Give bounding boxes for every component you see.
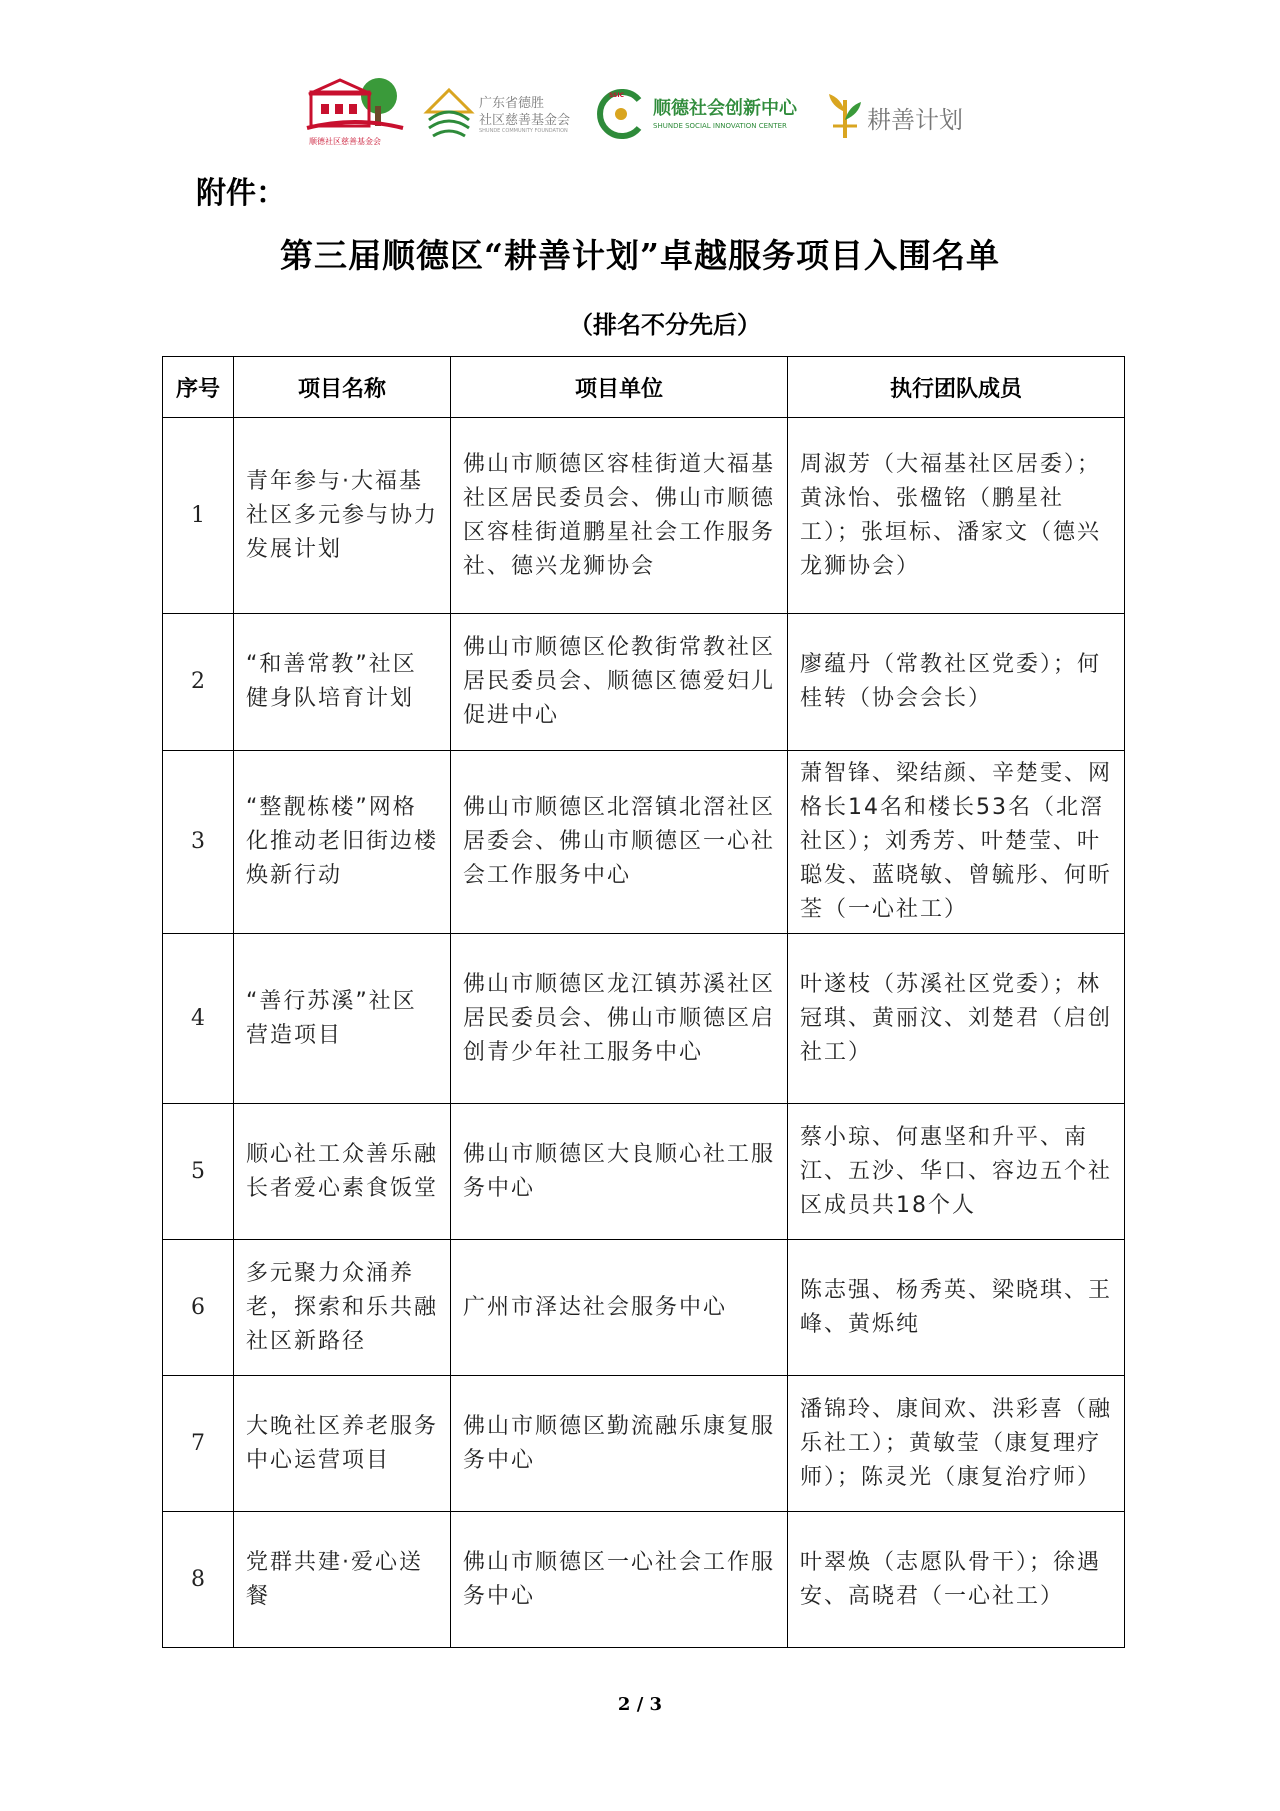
shunde-charity-logo — [305, 76, 405, 156]
gengshan-plan-logo — [825, 76, 985, 156]
table-header-row — [163, 357, 1125, 418]
row-number: 3 — [163, 751, 234, 934]
team-members: 蔡小琼、何惠坚和升平、南江、五沙、华口、容边五个社区成员共18个人 — [788, 1104, 1125, 1240]
project-name: “善行苏溪”社区营造项目 — [234, 934, 451, 1104]
row-number: 5 — [163, 1104, 234, 1240]
logo-badge: SSIC — [609, 92, 625, 99]
project-name: 大晚社区养老服务中心运营项目 — [234, 1376, 451, 1512]
innovation-center-logo — [595, 76, 815, 156]
project-organization: 佛山市顺德区一心社会工作服务中心 — [451, 1512, 788, 1648]
project-name: 顺心社工众善乐融长者爱心素食饭堂 — [234, 1104, 451, 1240]
logo-text: 耕善计划 — [867, 106, 963, 134]
logo-line2: SHUNDE SOCIAL INNOVATION CENTER — [653, 122, 787, 130]
team-members: 陈志强、杨秀英、梁晓琪、王峰、黄烁纯 — [788, 1240, 1125, 1376]
row-number: 4 — [163, 934, 234, 1104]
team-members: 廖蕴丹（常教社区党委）；何桂转（协会会长） — [788, 614, 1125, 751]
project-organization: 佛山市顺德区龙江镇苏溪社区居民委员会、佛山市顺德区启创青少年社工服务中心 — [451, 934, 788, 1104]
logo-bar — [305, 76, 985, 156]
table-row — [163, 751, 1125, 934]
logo-line1: 顺德社会创新中心 — [653, 98, 797, 119]
logo-text: 顺德社区慈善基金会 — [309, 137, 381, 146]
project-name: “和善常教”社区健身队培育计划 — [234, 614, 451, 751]
table-row — [163, 1104, 1125, 1240]
sprout-icon — [825, 90, 865, 140]
team-members: 叶遂枝（苏溪社区党委）；林冠琪、黄丽汶、刘楚君（启创社工） — [788, 934, 1125, 1104]
table-row — [163, 614, 1125, 751]
attachment-label: 附件： — [196, 176, 286, 211]
row-number: 1 — [163, 418, 234, 614]
project-organization: 广州市泽达社会服务中心 — [451, 1240, 788, 1376]
page-title: 第三届顺德区“耕善计划”卓越服务项目入围名单 — [280, 236, 1000, 275]
team-members: 萧智锋、梁结颜、辛楚雯、网格长14名和楼长53名（北滘社区）；刘秀芳、叶楚莹、叶聪发、蓝晓敏、曾毓彤、何昕荃（一心社工） — [788, 751, 1125, 934]
header-cell-organization: 项目单位 — [451, 357, 788, 418]
page-number: 2 / 3 — [617, 1694, 663, 1715]
project-name: 党群共建·爱心送餐 — [234, 1512, 451, 1648]
project-organization: 佛山市顺德区伦教街常教社区居民委员会、顺德区德爱妇儿促进中心 — [451, 614, 788, 751]
project-organization: 佛山市顺德区勤流融乐康复服务中心 — [451, 1376, 788, 1512]
project-organization: 佛山市顺德区北滘镇北滘社区居委会、佛山市顺德区一心社会工作服务中心 — [451, 751, 788, 934]
team-members: 周淑芳（大福基社区居委）；黄泳怡、张楹铭（鹏星社工）；张垣标、潘家文（德兴龙狮协会） — [788, 418, 1125, 614]
logo-line2: 社区慈善基金会 — [479, 113, 571, 128]
project-name: 多元聚力众涌养老，探索和乐共融社区新路径 — [234, 1240, 451, 1376]
shortlist-table — [162, 356, 1125, 1648]
logo-line1: 广东省德胜 — [479, 96, 545, 111]
table-row — [163, 1512, 1125, 1648]
header-cell-project-name: 项目名称 — [234, 357, 451, 418]
project-name: “整靓栋楼”网格化推动老旧街边楼焕新行动 — [234, 751, 451, 934]
team-members: 潘锦玲、康间欢、洪彩喜（融乐社工）；黄敏莹（康复理疗师）；陈灵光（康复治疗师） — [788, 1376, 1125, 1512]
table-row — [163, 934, 1125, 1104]
row-number: 7 — [163, 1376, 234, 1512]
header-cell-team: 执行团队成员 — [788, 357, 1125, 418]
table-row — [163, 1240, 1125, 1376]
project-organization: 佛山市顺德区容桂街道大福基社区居民委员会、佛山市顺德区容桂街道鹏星社会工作服务社、德兴龙狮协会 — [451, 418, 788, 614]
team-members: 叶翠焕（志愿队骨干）；徐遇安、高晓君（一心社工） — [788, 1512, 1125, 1648]
row-number: 2 — [163, 614, 234, 751]
row-number: 6 — [163, 1240, 234, 1376]
project-name: 青年参与·大福基社区多元参与协力发展计划 — [234, 418, 451, 614]
table-row — [163, 1376, 1125, 1512]
building-tree-icon — [305, 76, 405, 136]
project-organization: 佛山市顺德区大良顺心社工服务中心 — [451, 1104, 788, 1240]
page-subtitle: （排名不分先后） — [569, 311, 761, 339]
community-foundation-logo — [423, 76, 593, 156]
row-number: 8 — [163, 1512, 234, 1648]
house-wave-icon — [423, 86, 475, 142]
logo-line3: SHUNDE COMMUNITY FOUNDATION — [479, 128, 568, 134]
table-row — [163, 418, 1125, 614]
header-cell-number: 序号 — [163, 357, 234, 418]
